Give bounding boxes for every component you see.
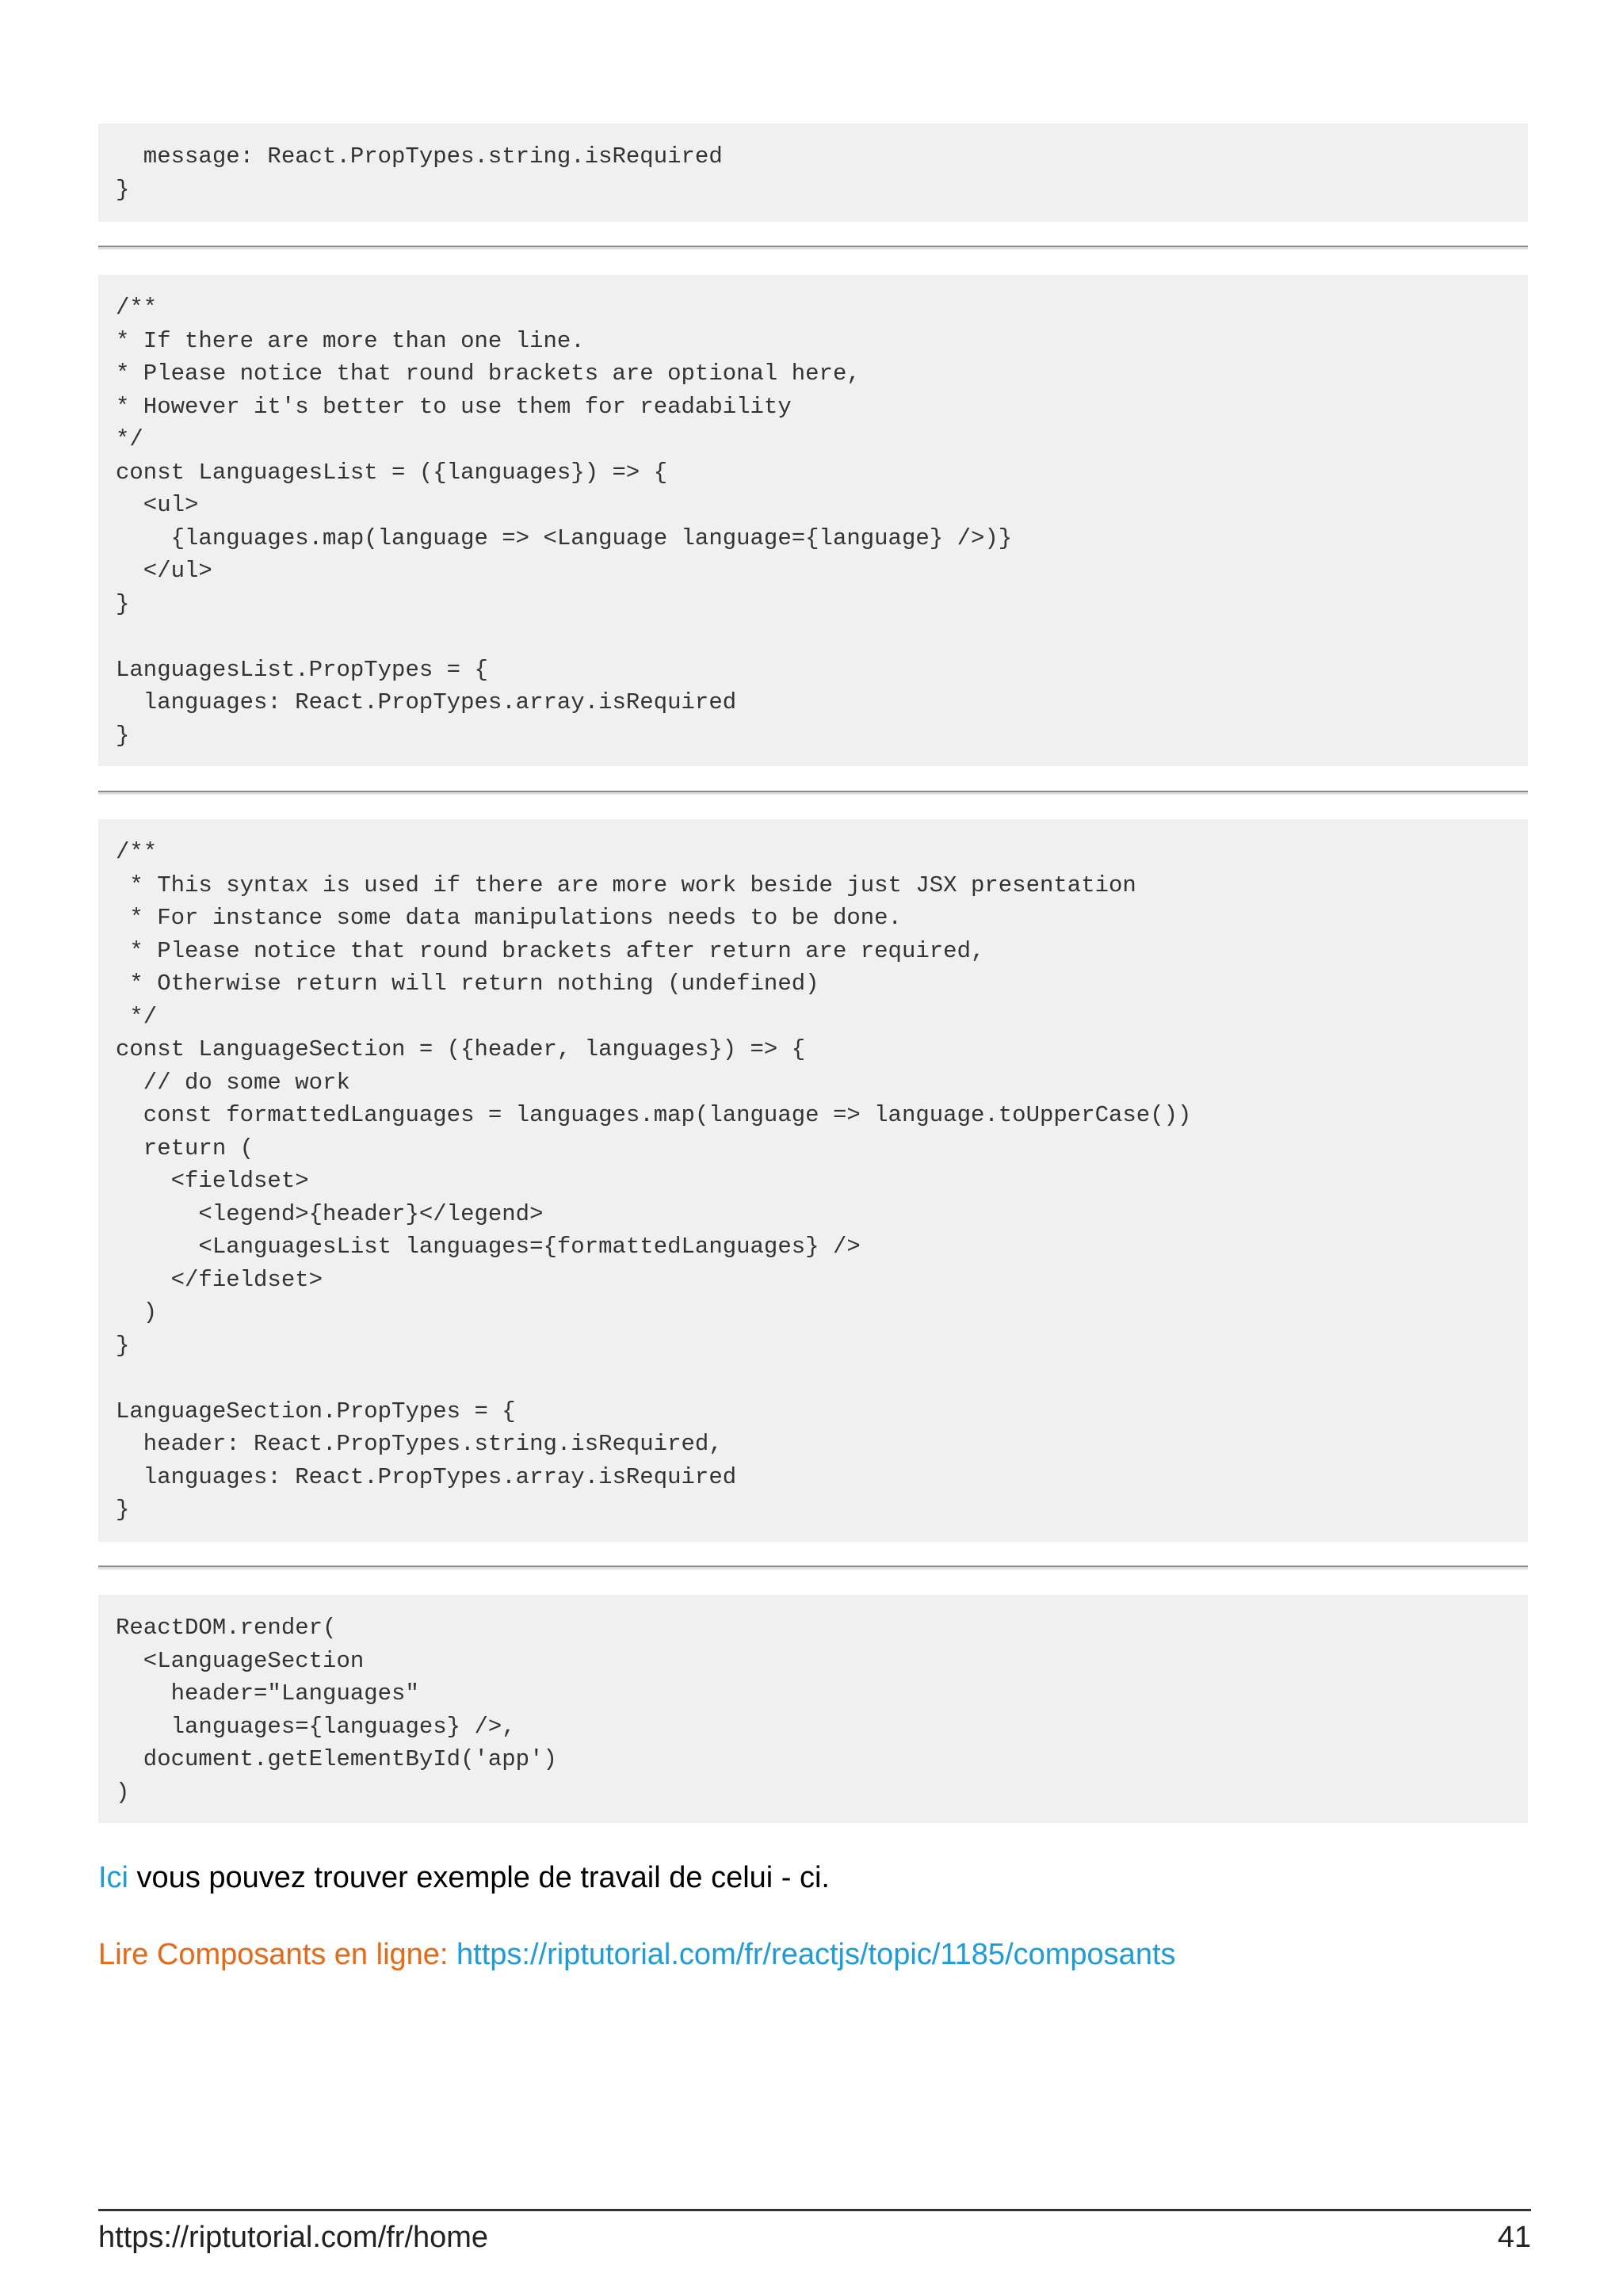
code-text: /** * This syntax is used if there are more work beside just JSX presentation * For instance some data manipulations needs to be done. * Please notice that round brackets after return are required, * Otherwise return will return nothing (undefined) */ const LanguageSection = ({header, languages}) => { // do some work const formattedLanguages = languages.map(language => language.toUpperCase()) return ( <fieldset> <legend>{header}</legend> <LanguagesList languages={formattedLanguages} /> </fieldset> ) } LanguageSection.PropTypes = { header: React.PropTypes.string.isRequired, languages: React.PropTypes.array.isRequired }	[116, 839, 1192, 1523]
example-paragraph	[98, 1859, 830, 1897]
footer-url: https://riptutorial.com/fr/home	[98, 2221, 489, 2254]
example-text: vous pouvez trouver exemple de travail de celui - ci.	[128, 1861, 830, 1894]
example-link[interactable]: Ici	[98, 1861, 128, 1894]
code-text: message: React.PropTypes.string.isRequired }	[116, 143, 723, 203]
code-block-language-section	[98, 819, 1528, 1542]
code-text: /** * If there are more than one line. * Please notice that round brackets are optional here, * However it's better to use them for readability */ const LanguagesList = ({languages}) => { <ul> {languages.map(language => <Language language={language} />)} </ul> } LanguagesList.PropTypes = { languages: React.PropTypes.array.isRequired }	[116, 295, 1013, 749]
read-online-label: Lire Composants en ligne:	[98, 1938, 457, 1971]
code-block-proptypes-end	[98, 124, 1528, 222]
code-block-react-dom-render	[98, 1595, 1528, 1823]
read-online-paragraph	[98, 1936, 1176, 1974]
separator-rule	[98, 791, 1528, 795]
page-number: 41	[1497, 2221, 1531, 2254]
separator-rule	[98, 246, 1528, 250]
separator-rule	[98, 1566, 1528, 1569]
code-text: ReactDOM.render( <LanguageSection header="Languages" languages={languages} />, document.getElementById('app') )	[116, 1615, 557, 1806]
read-online-link[interactable]: https://riptutorial.com/fr/reactjs/topic/1185/composants	[456, 1938, 1176, 1971]
code-block-languages-list	[98, 275, 1528, 766]
footer-rule	[98, 2209, 1531, 2211]
